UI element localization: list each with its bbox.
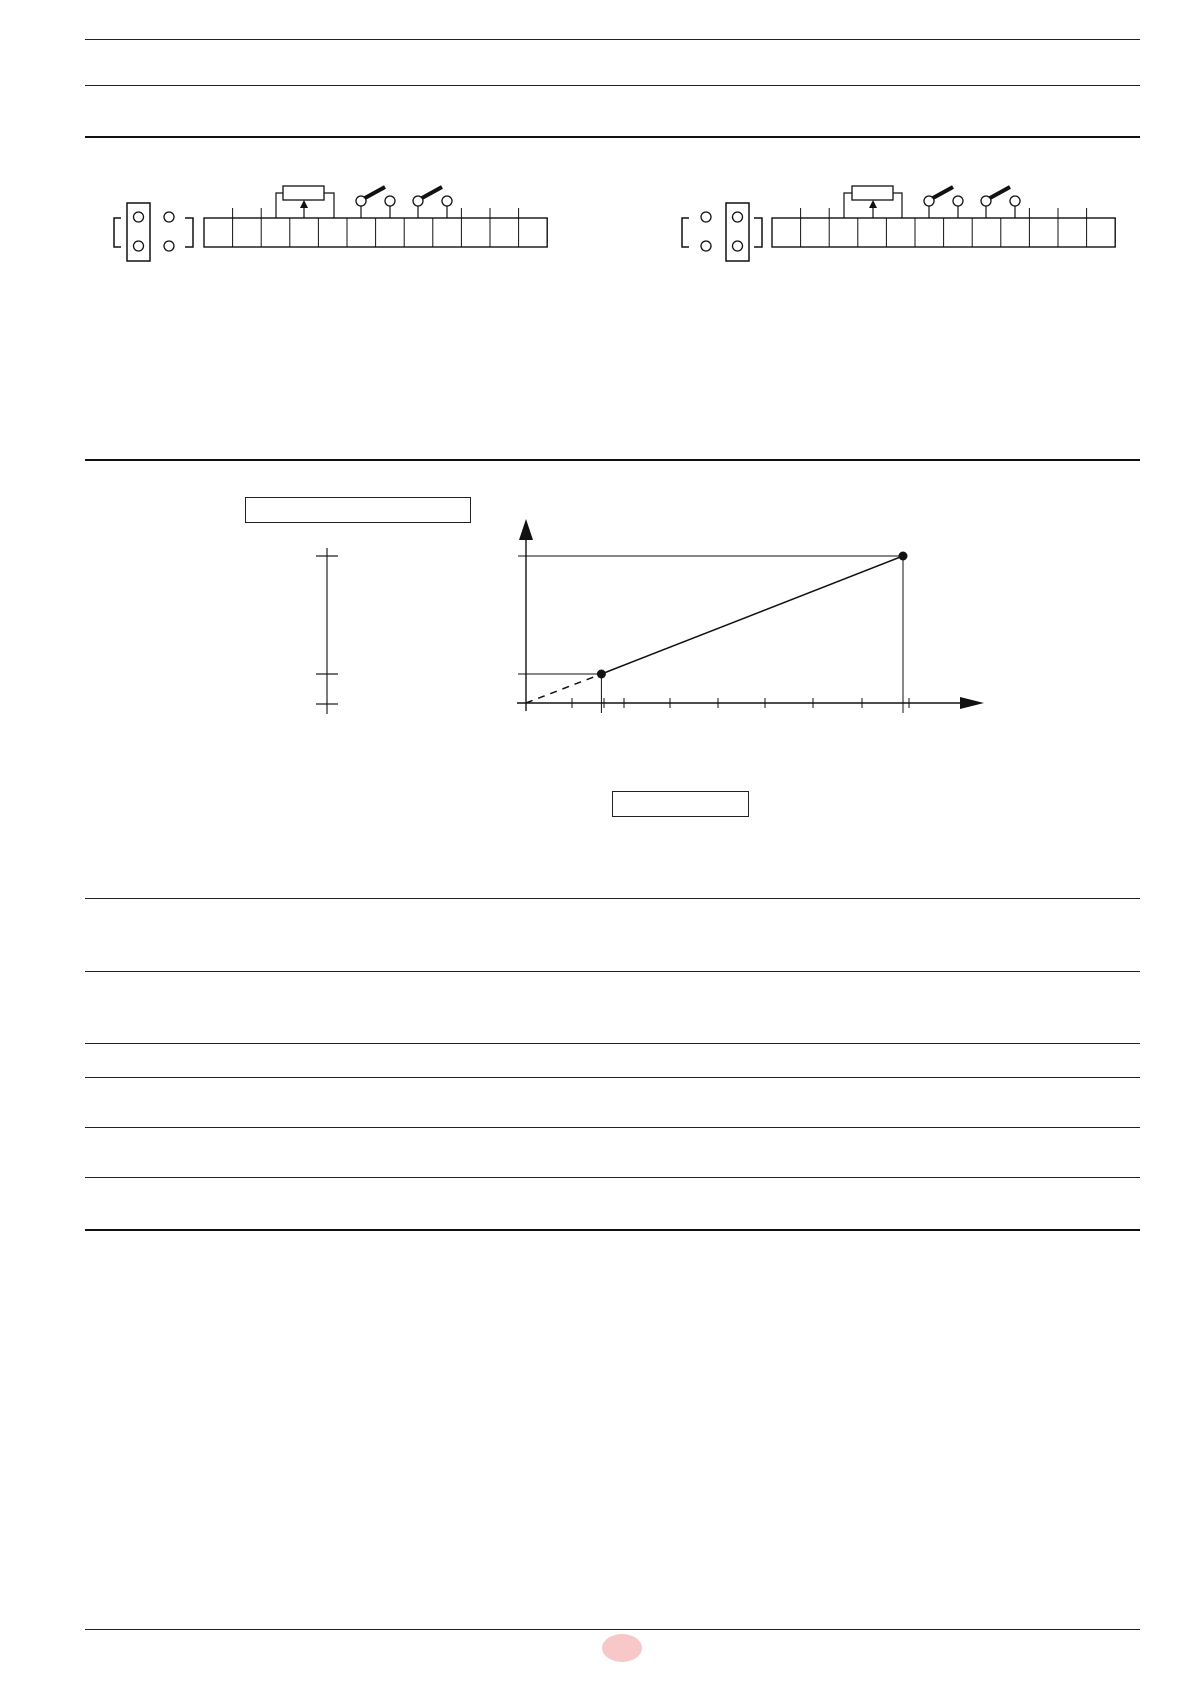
rule-footer <box>85 1629 1140 1630</box>
data-point <box>899 552 908 561</box>
rule-table-1 <box>85 898 1140 899</box>
data-point <box>597 670 606 679</box>
rule-table-4 <box>85 1077 1140 1078</box>
x-axis-arrow <box>960 697 984 709</box>
y-axis-arrow <box>519 519 533 540</box>
rule-table-6 <box>85 1177 1140 1178</box>
page-number-badge <box>602 1634 642 1662</box>
label-box-bottom <box>612 791 749 817</box>
series-line <box>601 556 903 674</box>
rule-table-2 <box>85 971 1140 972</box>
series-line-dashed <box>526 674 601 703</box>
rule-table-5 <box>85 1127 1140 1128</box>
line-chart <box>0 0 1190 760</box>
rule-table-end <box>85 1229 1140 1231</box>
rule-table-3 <box>85 1043 1140 1044</box>
